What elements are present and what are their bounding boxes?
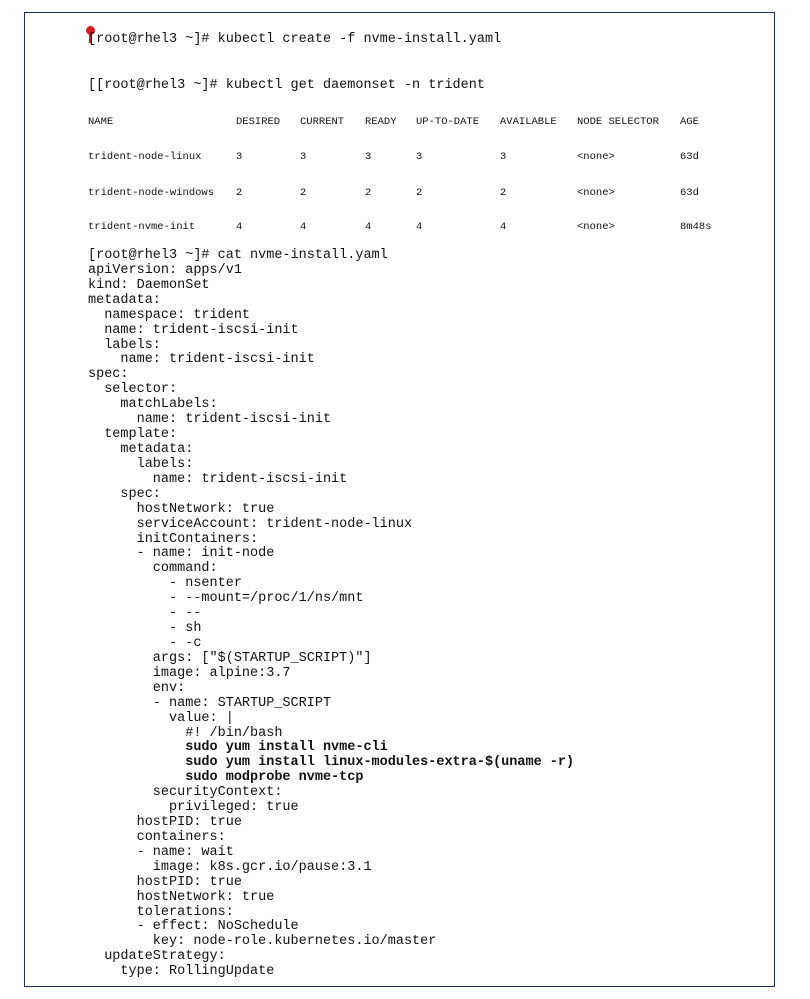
yaml-line: spec: — [88, 486, 161, 502]
cell-ready: 4 — [365, 221, 372, 233]
yaml-line: tolerations: — [88, 904, 234, 920]
yaml-line: command: — [88, 561, 218, 577]
yaml-line: - -c — [88, 635, 202, 651]
cell-desired: 2 — [236, 187, 243, 199]
cell-available: 2 — [500, 187, 507, 199]
cell-current: 2 — [300, 187, 307, 199]
yaml-line: spec: — [88, 367, 129, 383]
yaml-line: hostPID: true — [88, 874, 242, 890]
yaml-line: sudo modprobe nvme-tcp — [88, 770, 364, 786]
yaml-line: updateStrategy: — [88, 949, 226, 965]
yaml-line: key: node-role.kubernetes.io/master — [88, 934, 437, 950]
yaml-line: image: alpine:3.7 — [88, 665, 291, 681]
cell-age: 8m48s — [680, 221, 712, 233]
col-header-node-selector: NODE SELECTOR — [577, 116, 659, 128]
yaml-line: hostNetwork: true — [88, 501, 275, 517]
col-header-current: CURRENT — [300, 116, 345, 128]
yaml-line: env: — [88, 680, 186, 696]
yaml-line: hostPID: true — [88, 815, 242, 831]
yaml-line: serviceAccount: trident-node-linux — [88, 516, 413, 532]
yaml-line: - name: STARTUP_SCRIPT — [88, 695, 332, 711]
yaml-line: hostNetwork: true — [88, 889, 275, 905]
command-get-daemonset: [[root@rhel3 ~]# kubectl get daemonset -n trident — [88, 78, 485, 93]
cell-desired: 4 — [236, 221, 243, 233]
yaml-line: name: trident-iscsi-init — [88, 322, 299, 338]
yaml-line: matchLabels: — [88, 397, 218, 413]
cell-up-to-date: 4 — [416, 221, 423, 233]
yaml-line: privileged: true — [88, 800, 299, 816]
yaml-line: name: trident-iscsi-init — [88, 471, 348, 487]
yaml-line: - sh — [88, 621, 202, 637]
yaml-line: image: k8s.gcr.io/pause:3.1 — [88, 859, 372, 875]
yaml-line: - name: wait — [88, 844, 234, 860]
yaml-line: name: trident-iscsi-init — [88, 352, 315, 368]
table-row — [0, 220, 810, 234]
yaml-line: #! /bin/bash — [88, 725, 283, 741]
yaml-line: kind: DaemonSet — [88, 277, 210, 293]
command-cat-yaml: [root@rhel3 ~]# cat nvme-install.yaml — [88, 248, 388, 263]
cell-desired: 3 — [236, 151, 243, 163]
cell-current: 4 — [300, 221, 307, 233]
yaml-listing — [88, 249, 574, 980]
cell-available: 3 — [500, 151, 507, 163]
yaml-line: labels: — [88, 337, 161, 353]
cell-age: 63d — [680, 187, 699, 199]
col-header-available: AVAILABLE — [500, 116, 557, 128]
yaml-line: securityContext: — [88, 785, 283, 801]
yaml-line: - nsenter — [88, 576, 242, 592]
col-header-desired: DESIRED — [236, 116, 281, 128]
yaml-line: selector: — [88, 382, 178, 398]
yaml-line: metadata: — [88, 441, 194, 457]
yaml-line: apiVersion: apps/v1 — [88, 262, 242, 278]
yaml-line: - effect: NoSchedule — [88, 919, 299, 935]
col-header-up-to-date: UP-TO-DATE — [416, 116, 480, 128]
yaml-line: type: RollingUpdate — [88, 964, 275, 980]
yaml-line: - -- — [88, 606, 202, 622]
cell-ready: 2 — [365, 187, 372, 199]
yaml-line: metadata: — [88, 292, 161, 308]
yaml-line: - --mount=/proc/1/ns/mnt — [88, 591, 364, 607]
yaml-line: labels: — [88, 456, 194, 472]
cell-up-to-date: 2 — [416, 187, 423, 199]
cell-name: trident-node-linux — [88, 151, 202, 163]
cell-node-selector: <none> — [577, 187, 615, 199]
cell-ready: 3 — [365, 151, 372, 163]
yaml-line: sudo yum install linux-modules-extra-$(uname -r) — [88, 755, 575, 771]
yaml-line: value: | — [88, 710, 234, 726]
yaml-line: - name: init-node — [88, 546, 275, 562]
table-row — [0, 150, 810, 164]
table-row — [0, 186, 810, 200]
yaml-line: initContainers: — [88, 531, 259, 547]
cell-available: 4 — [500, 221, 507, 233]
cell-current: 3 — [300, 151, 307, 163]
cell-node-selector: <none> — [577, 151, 615, 163]
yaml-line: template: — [88, 427, 178, 443]
command-create: [root@rhel3 ~]# kubectl create -f nvme-install.yaml — [88, 32, 502, 47]
col-header-ready: READY — [365, 116, 397, 128]
table-header-row — [0, 115, 810, 129]
yaml-line: containers: — [88, 829, 226, 845]
col-header-name: NAME — [88, 116, 114, 128]
cell-node-selector: <none> — [577, 221, 615, 233]
cell-name: trident-nvme-init — [88, 221, 196, 233]
yaml-line: name: trident-iscsi-init — [88, 412, 332, 428]
yaml-line: sudo yum install nvme-cli — [88, 740, 388, 756]
col-header-age: AGE — [680, 116, 699, 128]
yaml-line: namespace: trident — [88, 307, 251, 323]
yaml-line: args: ["$(STARTUP_SCRIPT)"] — [88, 650, 372, 666]
cell-up-to-date: 3 — [416, 151, 423, 163]
cell-name: trident-node-windows — [88, 187, 215, 199]
cell-age: 63d — [680, 151, 699, 163]
